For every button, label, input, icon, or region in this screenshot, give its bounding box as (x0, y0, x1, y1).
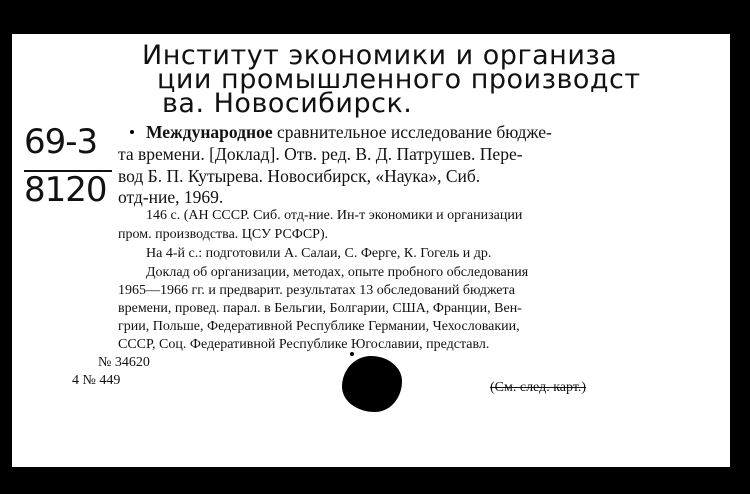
entry-line-6: пром. производства. ЦСУ РСФСР). (118, 227, 329, 242)
handwritten-institute-line-2: ции промышленного производст (157, 64, 641, 95)
entry-line-1 (146, 122, 552, 143)
entry-line-5: 146 с. (АН СССР. Сиб. отд-ние. Ин-т экономики и организации (146, 208, 523, 223)
entry-line-8: Доклад об организации, методах, опыте пробного обследования (146, 265, 529, 280)
entry-line-3: вод Б. П. Кутырева. Новосибирск, «Наука», Сиб. (118, 166, 481, 186)
entry-line-10: времени, провед. парал. в Бельгии, Болгарии, США, Франции, Вен- (118, 301, 522, 316)
entry-title: Международное (146, 122, 273, 142)
entry-line-4: отд-ние, 1969. (118, 187, 224, 207)
ink-dot (350, 352, 354, 356)
handwritten-institute-line-1: Институт экономики и организа (142, 40, 618, 71)
handwritten-institute-line-3: ва. Новосибирск. (162, 88, 413, 119)
entry-line-2: та времени. [Доклад]. Отв. ред. В. Д. Патрушев. Пере- (118, 144, 523, 164)
continued-note: (См. след. карт.) (490, 380, 587, 395)
entry-line-7: На 4-й с.: подготовили А. Салаи, С. Ферге, К. Гогель и др. (146, 246, 492, 261)
entry-line-1-rest: сравнительное исследование бюдже- (272, 122, 552, 142)
entry-line-11: грии, Польше, Федеративной Республике Германии, Чехословакии, (118, 319, 520, 334)
call-number-top: 69-3 (24, 122, 98, 162)
ink-blot (342, 356, 402, 412)
ink-dot (130, 130, 134, 134)
entry-line-9: 1965—1966 гг. и предварит. результатах 13 обследований бюджета (118, 283, 516, 298)
inventory-number-2: 4 № 449 (72, 373, 121, 388)
inventory-number-1: № 34620 (98, 355, 150, 370)
call-number-bottom: 8120 (24, 170, 107, 210)
entry-line-12: СССР, Соц. Федеративной Республике Югославии, представл. (118, 337, 490, 352)
catalog-card (12, 34, 730, 467)
